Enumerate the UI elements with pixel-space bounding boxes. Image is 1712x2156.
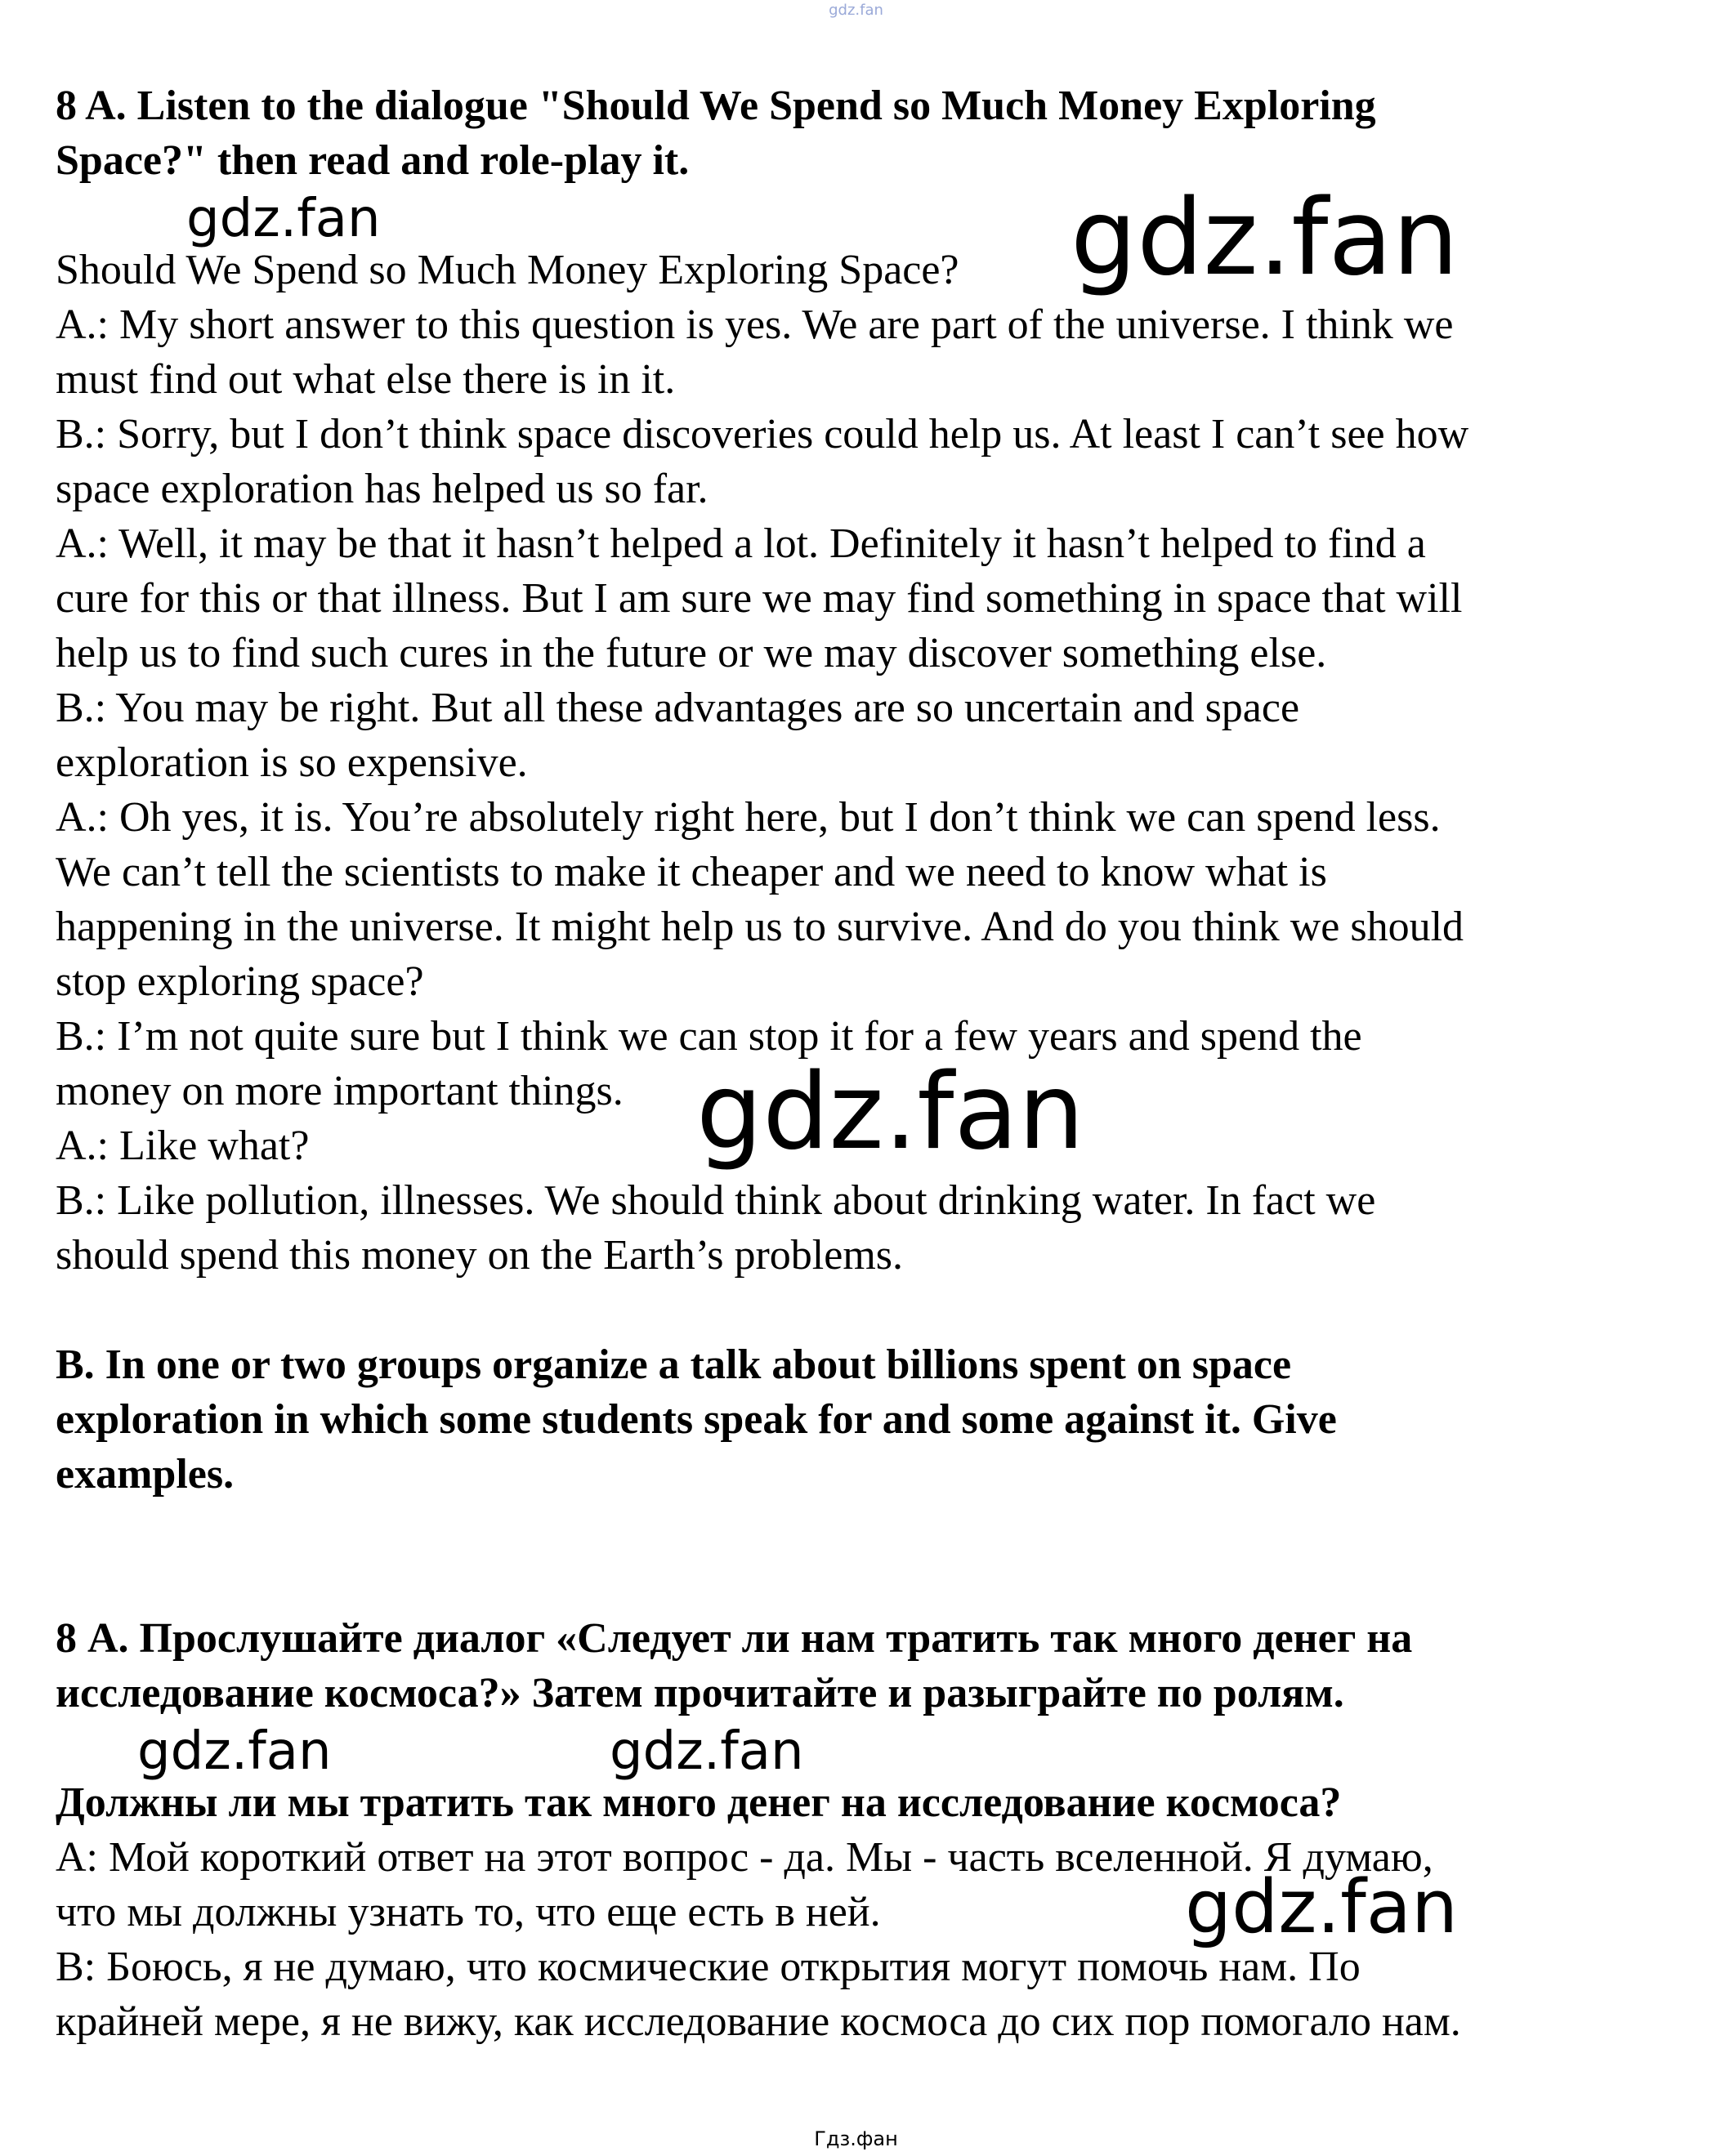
- ru-dialogue-line: А: Мой короткий ответ на этот вопрос - да. Мы - часть вселенной. Я думаю,: [56, 1834, 1433, 1881]
- ru-task-a-title-line: 8 А. Прослушайте диалог «Следует ли нам тратить так много денег на: [56, 1615, 1413, 1662]
- ru-task-a-title-line: исследование космоса?» Затем прочитайте и разыграйте по ролям.: [56, 1670, 1344, 1716]
- dialogue-line: B.: I’m not quite sure but I think we can stop it for a few years and spend the: [56, 1013, 1362, 1060]
- spacer: [56, 1502, 1682, 1611]
- task-b-line: exploration in which some students speak for and some against it. Give: [56, 1396, 1337, 1443]
- dialogue-line: stop exploring space?: [56, 958, 424, 1005]
- watermark-text: gdz.fan: [1071, 177, 1459, 299]
- spacer: [56, 1283, 1682, 1337]
- ru-dialogue-line: В: Боюсь, я не думаю, что космические открытия могут помочь нам. По: [56, 1944, 1361, 1990]
- ru-dialogue-line: крайней мере, я не вижу, как исследование космоса до сих пор помогало нам.: [56, 1998, 1461, 2045]
- dialogue-line: money on more important things.: [56, 1068, 624, 1114]
- header-watermark: gdz.fan: [829, 2, 883, 19]
- task-b-line: examples.: [56, 1451, 235, 1498]
- dialogue-title: Should We Spend so Much Money Exploring Space?: [56, 247, 959, 293]
- watermark-text: gdz.fan: [137, 1721, 332, 1782]
- ru-dialogue-title: Должны ли мы тратить так много денег на исследование космоса?: [56, 1779, 1342, 1826]
- ru-dialogue-line: что мы должны узнать то, что еще есть в ней.: [56, 1889, 881, 1935]
- dialogue-line: space exploration has helped us so far.: [56, 466, 708, 512]
- dialogue-line: should spend this money on the Earth’s problems.: [56, 1232, 904, 1279]
- dialogue-line: must find out what else there is in it.: [56, 356, 676, 403]
- dialogue-line: A.: Like what?: [56, 1123, 310, 1169]
- dialogue-line: happening in the universe. It might help us to survive. And do you think we should: [56, 904, 1464, 950]
- page-footer: Гдз.фан: [814, 2127, 898, 2150]
- watermark-text: gdz.fan: [186, 189, 381, 249]
- watermark-text: gdz.fan: [696, 1051, 1084, 1173]
- dialogue-line: B.: Like pollution, illnesses. We should think about drinking water. In fact we: [56, 1177, 1376, 1224]
- task-a-title-line: Space?" then read and role-play it.: [56, 137, 690, 184]
- watermark-text: gdz.fan: [610, 1721, 804, 1782]
- dialogue-line: help us to find such cures in the future or we may discover something else.: [56, 630, 1327, 676]
- dialogue-line: We can’t tell the scientists to make it cheaper and we need to know what is: [56, 849, 1327, 895]
- watermark-text: gdz.fan: [1185, 1864, 1458, 1950]
- dialogue-line: A.: My short answer to this question is yes. We are part of the universe. I think we: [56, 301, 1454, 348]
- dialogue-line: cure for this or that illness. But I am sure we may find something in space that will: [56, 575, 1463, 622]
- task-a-title-line: 8 A. Listen to the dialogue "Should We Spend so Much Money Exploring: [56, 83, 1376, 129]
- dialogue-line: exploration is so expensive.: [56, 739, 528, 786]
- dialogue-line: A.: Well, it may be that it hasn’t helped a lot. Definitely it hasn’t helped to find a: [56, 520, 1426, 567]
- dialogue-line: B.: Sorry, but I don’t think space discoveries could help us. At least I can’t see how: [56, 411, 1469, 458]
- dialogue-line: B.: You may be right. But all these advantages are so uncertain and space: [56, 685, 1300, 731]
- dialogue-line: A.: Oh yes, it is. You’re absolutely right here, but I don’t think we can spend less.: [56, 794, 1441, 841]
- task-b-line: B. In one or two groups organize a talk about billions spent on space: [56, 1341, 1292, 1388]
